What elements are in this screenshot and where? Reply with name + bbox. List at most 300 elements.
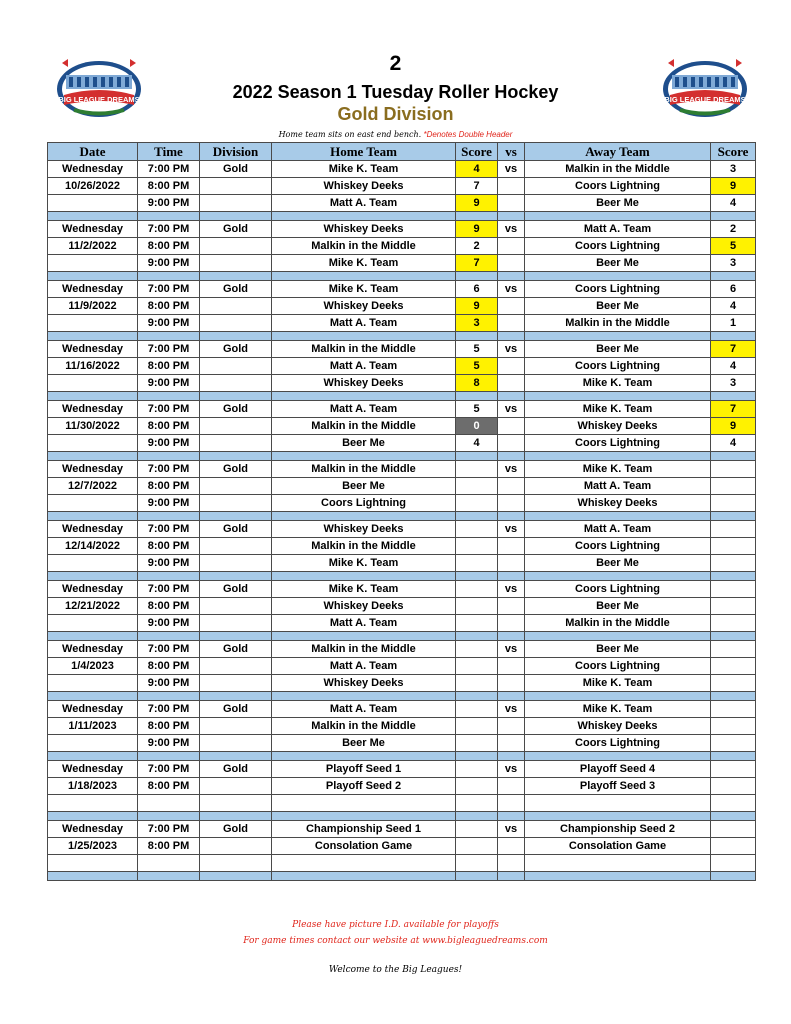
time-cell: 8:00 PM [138, 298, 200, 315]
separator-cell [498, 872, 525, 881]
vs-cell [498, 795, 525, 812]
double-header-note: *Denotes Double Header [423, 130, 513, 139]
away-team-cell: Coors Lightning [525, 281, 711, 298]
away-score-cell [711, 701, 756, 718]
vs-cell [498, 718, 525, 735]
time-cell: 8:00 PM [138, 358, 200, 375]
game-row [48, 718, 756, 735]
separator-cell [711, 272, 756, 281]
separator-cell [200, 572, 272, 581]
home-team-cell: Matt A. Team [272, 701, 456, 718]
home-team-cell: Malkin in the Middle [272, 238, 456, 255]
week-separator [48, 572, 756, 581]
vs-cell [498, 658, 525, 675]
empty-date-cell [48, 795, 138, 812]
separator-cell [138, 272, 200, 281]
game-row [48, 538, 756, 555]
separator-cell [498, 452, 525, 461]
home-team-cell [272, 795, 456, 812]
home-score-cell: 7 [456, 178, 498, 195]
away-score-cell [711, 795, 756, 812]
home-score-cell: 6 [456, 281, 498, 298]
division-cell: Gold [200, 701, 272, 718]
away-team-cell: Matt A. Team [525, 521, 711, 538]
division-cell [200, 538, 272, 555]
vs-cell [498, 238, 525, 255]
time-cell: 9:00 PM [138, 435, 200, 452]
game-row [48, 238, 756, 255]
day-cell: Wednesday [48, 761, 138, 778]
separator-cell [272, 632, 456, 641]
away-team-cell: Beer Me [525, 255, 711, 272]
day-cell: Wednesday [48, 221, 138, 238]
home-score-cell [456, 838, 498, 855]
game-row [48, 281, 756, 298]
vs-cell [498, 855, 525, 872]
home-score-cell: 4 [456, 435, 498, 452]
away-score-cell: 7 [711, 341, 756, 358]
division-cell: Gold [200, 161, 272, 178]
separator-cell [711, 752, 756, 761]
day-cell: Wednesday [48, 701, 138, 718]
separator-cell [525, 572, 711, 581]
time-cell: 7:00 PM [138, 641, 200, 658]
division-cell [200, 838, 272, 855]
separator-cell [498, 692, 525, 701]
separator-cell [200, 512, 272, 521]
division-cell [200, 598, 272, 615]
time-cell: 8:00 PM [138, 778, 200, 795]
col-division: Division [200, 143, 272, 161]
home-score-cell [456, 538, 498, 555]
away-score-cell [711, 821, 756, 838]
away-score-cell [711, 615, 756, 632]
away-team-cell: Coors Lightning [525, 435, 711, 452]
division-cell [200, 255, 272, 272]
division-cell [200, 238, 272, 255]
away-score-cell [711, 658, 756, 675]
empty-date-cell [48, 495, 138, 512]
separator-cell [200, 752, 272, 761]
away-score-cell: 9 [711, 418, 756, 435]
time-cell: 9:00 PM [138, 375, 200, 392]
separator-cell [711, 452, 756, 461]
separator-cell [498, 812, 525, 821]
home-team-cell: Whiskey Deeks [272, 521, 456, 538]
vs-cell [498, 778, 525, 795]
separator-cell [711, 812, 756, 821]
game-row [48, 478, 756, 495]
separator-cell [525, 272, 711, 281]
home-score-cell: 3 [456, 315, 498, 332]
away-team-cell: Coors Lightning [525, 581, 711, 598]
date-cell: 1/18/2023 [48, 778, 138, 795]
separator-cell [138, 692, 200, 701]
day-cell: Wednesday [48, 821, 138, 838]
page-number: 2 [389, 52, 402, 75]
division-cell: Gold [200, 761, 272, 778]
home-score-cell: 5 [456, 401, 498, 418]
division-cell [200, 195, 272, 212]
separator-cell [200, 332, 272, 341]
home-score-cell: 0 [456, 418, 498, 435]
division-cell [200, 675, 272, 692]
separator-cell [48, 452, 138, 461]
date-cell: 10/26/2022 [48, 178, 138, 195]
date-cell: 1/11/2023 [48, 718, 138, 735]
away-team-cell [525, 855, 711, 872]
away-team-cell: Malkin in the Middle [525, 315, 711, 332]
away-team-cell: Consolation Game [525, 838, 711, 855]
home-team-cell: Malkin in the Middle [272, 538, 456, 555]
separator-cell [456, 572, 498, 581]
separator-cell [498, 392, 525, 401]
separator-cell [200, 272, 272, 281]
away-team-cell: Mike K. Team [525, 461, 711, 478]
day-cell: Wednesday [48, 641, 138, 658]
home-team-cell: Matt A. Team [272, 658, 456, 675]
vs-cell [498, 735, 525, 752]
home-team-cell: Whiskey Deeks [272, 375, 456, 392]
away-score-cell [711, 538, 756, 555]
separator-cell [48, 512, 138, 521]
away-score-cell [711, 495, 756, 512]
separator-cell [525, 452, 711, 461]
away-score-cell [711, 478, 756, 495]
away-team-cell: Playoff Seed 4 [525, 761, 711, 778]
game-row [48, 161, 756, 178]
home-score-cell: 9 [456, 221, 498, 238]
away-team-cell: Beer Me [525, 641, 711, 658]
logo-text: BIG LEAGUE DREAMS [58, 95, 140, 104]
empty-date-cell [48, 435, 138, 452]
separator-cell [200, 692, 272, 701]
vs-cell: vs [498, 701, 525, 718]
home-team-cell: Playoff Seed 2 [272, 778, 456, 795]
week-separator [48, 692, 756, 701]
week-separator [48, 512, 756, 521]
away-score-cell [711, 461, 756, 478]
away-score-cell: 2 [711, 221, 756, 238]
separator-cell [272, 872, 456, 881]
away-team-cell: Matt A. Team [525, 478, 711, 495]
separator-cell [138, 512, 200, 521]
week-separator [48, 272, 756, 281]
week-separator [48, 632, 756, 641]
home-score-cell: 8 [456, 375, 498, 392]
time-cell: 7:00 PM [138, 761, 200, 778]
game-row [48, 418, 756, 435]
division-cell [200, 418, 272, 435]
date-cell: 12/7/2022 [48, 478, 138, 495]
day-cell: Wednesday [48, 461, 138, 478]
away-score-cell [711, 521, 756, 538]
division-cell: Gold [200, 461, 272, 478]
separator-cell [200, 212, 272, 221]
division-cell [200, 315, 272, 332]
game-row [48, 795, 756, 812]
day-cell: Wednesday [48, 581, 138, 598]
separator-cell [456, 512, 498, 521]
separator-cell [138, 332, 200, 341]
home-score-cell [456, 598, 498, 615]
game-row [48, 401, 756, 418]
col-vs: vs [498, 143, 525, 161]
vs-cell [498, 478, 525, 495]
time-cell [138, 795, 200, 812]
separator-cell [138, 572, 200, 581]
game-row [48, 675, 756, 692]
separator-cell [138, 452, 200, 461]
day-cell: Wednesday [48, 281, 138, 298]
division-cell [200, 375, 272, 392]
vs-cell [498, 555, 525, 572]
away-team-cell: Beer Me [525, 195, 711, 212]
division-cell [200, 855, 272, 872]
separator-cell [456, 632, 498, 641]
time-cell: 9:00 PM [138, 195, 200, 212]
division-cell [200, 178, 272, 195]
division-cell: Gold [200, 641, 272, 658]
separator-cell [48, 632, 138, 641]
separator-cell [525, 512, 711, 521]
away-team-cell: Beer Me [525, 298, 711, 315]
day-cell: Wednesday [48, 521, 138, 538]
away-team-cell: Coors Lightning [525, 735, 711, 752]
separator-cell [48, 572, 138, 581]
home-team-cell: Malkin in the Middle [272, 418, 456, 435]
division-cell: Gold [200, 281, 272, 298]
away-score-cell [711, 855, 756, 872]
separator-cell [48, 812, 138, 821]
separator-cell [138, 812, 200, 821]
home-score-cell [456, 701, 498, 718]
separator-cell [525, 212, 711, 221]
home-team-cell: Coors Lightning [272, 495, 456, 512]
division-cell: Gold [200, 341, 272, 358]
time-cell: 9:00 PM [138, 495, 200, 512]
division-cell [200, 298, 272, 315]
separator-cell [525, 812, 711, 821]
empty-date-cell [48, 195, 138, 212]
website-note: For game times contact our website at www.bigleaguedreams.com [243, 936, 548, 946]
home-team-cell: Whiskey Deeks [272, 298, 456, 315]
separator-cell [138, 752, 200, 761]
home-team-cell: Beer Me [272, 478, 456, 495]
game-row [48, 615, 756, 632]
away-score-cell [711, 598, 756, 615]
bench-note: Home team sits on east end bench. [278, 130, 422, 139]
vs-cell [498, 598, 525, 615]
away-score-cell: 5 [711, 238, 756, 255]
separator-cell [48, 272, 138, 281]
away-score-cell: 7 [711, 401, 756, 418]
col-home-team: Home Team [272, 143, 456, 161]
welcome-note: Welcome to the Big Leagues! [328, 965, 463, 975]
home-score-cell: 9 [456, 195, 498, 212]
home-score-cell [456, 521, 498, 538]
separator-cell [48, 212, 138, 221]
separator-cell [525, 332, 711, 341]
time-cell: 8:00 PM [138, 598, 200, 615]
home-team-cell [272, 855, 456, 872]
date-cell: 11/16/2022 [48, 358, 138, 375]
logo-text: BIG LEAGUE DREAMS [664, 95, 746, 104]
separator-cell [711, 632, 756, 641]
home-score-cell: 9 [456, 298, 498, 315]
separator-cell [48, 392, 138, 401]
time-cell: 7:00 PM [138, 581, 200, 598]
division-cell [200, 778, 272, 795]
header-note [0, 130, 791, 139]
separator-cell [498, 332, 525, 341]
away-score-cell: 4 [711, 435, 756, 452]
separator-cell [711, 392, 756, 401]
home-score-cell: 5 [456, 358, 498, 375]
game-row [48, 555, 756, 572]
time-cell: 9:00 PM [138, 255, 200, 272]
game-row [48, 735, 756, 752]
game-row [48, 598, 756, 615]
division-cell: Gold [200, 521, 272, 538]
separator-cell [711, 572, 756, 581]
separator-cell [498, 512, 525, 521]
separator-cell [456, 872, 498, 881]
separator-cell [272, 812, 456, 821]
away-team-cell: Beer Me [525, 555, 711, 572]
home-score-cell [456, 461, 498, 478]
separator-cell [272, 692, 456, 701]
time-cell [138, 855, 200, 872]
game-row [48, 658, 756, 675]
day-cell: Wednesday [48, 161, 138, 178]
separator-cell [200, 872, 272, 881]
home-team-cell: Matt A. Team [272, 195, 456, 212]
away-score-cell: 1 [711, 315, 756, 332]
vs-cell [498, 495, 525, 512]
separator-cell [456, 272, 498, 281]
home-team-cell: Mike K. Team [272, 255, 456, 272]
away-team-cell: Whiskey Deeks [525, 718, 711, 735]
vs-cell: vs [498, 521, 525, 538]
division-cell [200, 478, 272, 495]
day-cell: Wednesday [48, 401, 138, 418]
header-row [48, 143, 756, 161]
separator-cell [138, 212, 200, 221]
date-cell: 11/9/2022 [48, 298, 138, 315]
vs-cell: vs [498, 461, 525, 478]
separator-cell [456, 752, 498, 761]
separator-cell [498, 572, 525, 581]
vs-cell: vs [498, 281, 525, 298]
division-cell [200, 358, 272, 375]
date-cell: 1/4/2023 [48, 658, 138, 675]
time-cell: 9:00 PM [138, 675, 200, 692]
empty-date-cell [48, 315, 138, 332]
time-cell: 8:00 PM [138, 478, 200, 495]
time-cell: 7:00 PM [138, 701, 200, 718]
separator-cell [138, 872, 200, 881]
away-team-cell: Mike K. Team [525, 375, 711, 392]
vs-cell [498, 615, 525, 632]
division-cell: Gold [200, 221, 272, 238]
separator-cell [48, 332, 138, 341]
away-team-cell: Playoff Seed 3 [525, 778, 711, 795]
away-score-cell [711, 761, 756, 778]
separator-cell [498, 632, 525, 641]
home-team-cell: Malkin in the Middle [272, 718, 456, 735]
separator-cell [272, 452, 456, 461]
vs-cell: vs [498, 821, 525, 838]
vs-cell: vs [498, 221, 525, 238]
home-team-cell: Whiskey Deeks [272, 675, 456, 692]
away-team-cell: Malkin in the Middle [525, 161, 711, 178]
home-score-cell [456, 761, 498, 778]
away-score-cell: 3 [711, 255, 756, 272]
date-cell: 12/14/2022 [48, 538, 138, 555]
vs-cell: vs [498, 161, 525, 178]
home-score-cell [456, 675, 498, 692]
division-cell [200, 615, 272, 632]
day-cell: Wednesday [48, 341, 138, 358]
away-team-cell [525, 795, 711, 812]
separator-cell [456, 692, 498, 701]
away-score-cell: 6 [711, 281, 756, 298]
time-cell: 8:00 PM [138, 178, 200, 195]
division-cell [200, 795, 272, 812]
separator-cell [711, 872, 756, 881]
time-cell: 8:00 PM [138, 718, 200, 735]
home-team-cell: Consolation Game [272, 838, 456, 855]
separator-cell [48, 872, 138, 881]
game-row [48, 778, 756, 795]
away-score-cell [711, 555, 756, 572]
separator-cell [200, 452, 272, 461]
vs-cell [498, 255, 525, 272]
empty-date-cell [48, 555, 138, 572]
home-team-cell: Beer Me [272, 435, 456, 452]
game-row [48, 221, 756, 238]
away-score-cell [711, 718, 756, 735]
home-score-cell [456, 735, 498, 752]
vs-cell: vs [498, 761, 525, 778]
separator-cell [498, 752, 525, 761]
separator-cell [498, 272, 525, 281]
col-time: Time [138, 143, 200, 161]
division-cell [200, 658, 272, 675]
game-row [48, 838, 756, 855]
date-cell: 11/2/2022 [48, 238, 138, 255]
away-score-cell: 4 [711, 358, 756, 375]
schedule-table [47, 142, 756, 881]
separator-cell [272, 332, 456, 341]
separator-cell [711, 332, 756, 341]
time-cell: 7:00 PM [138, 161, 200, 178]
away-team-cell: Mike K. Team [525, 701, 711, 718]
home-score-cell [456, 581, 498, 598]
away-team-cell: Beer Me [525, 598, 711, 615]
game-row [48, 855, 756, 872]
vs-cell: vs [498, 581, 525, 598]
game-row [48, 435, 756, 452]
time-cell: 7:00 PM [138, 221, 200, 238]
separator-cell [456, 812, 498, 821]
away-score-cell [711, 778, 756, 795]
separator-cell [525, 632, 711, 641]
date-cell: 1/25/2023 [48, 838, 138, 855]
division-cell [200, 555, 272, 572]
home-team-cell: Matt A. Team [272, 615, 456, 632]
